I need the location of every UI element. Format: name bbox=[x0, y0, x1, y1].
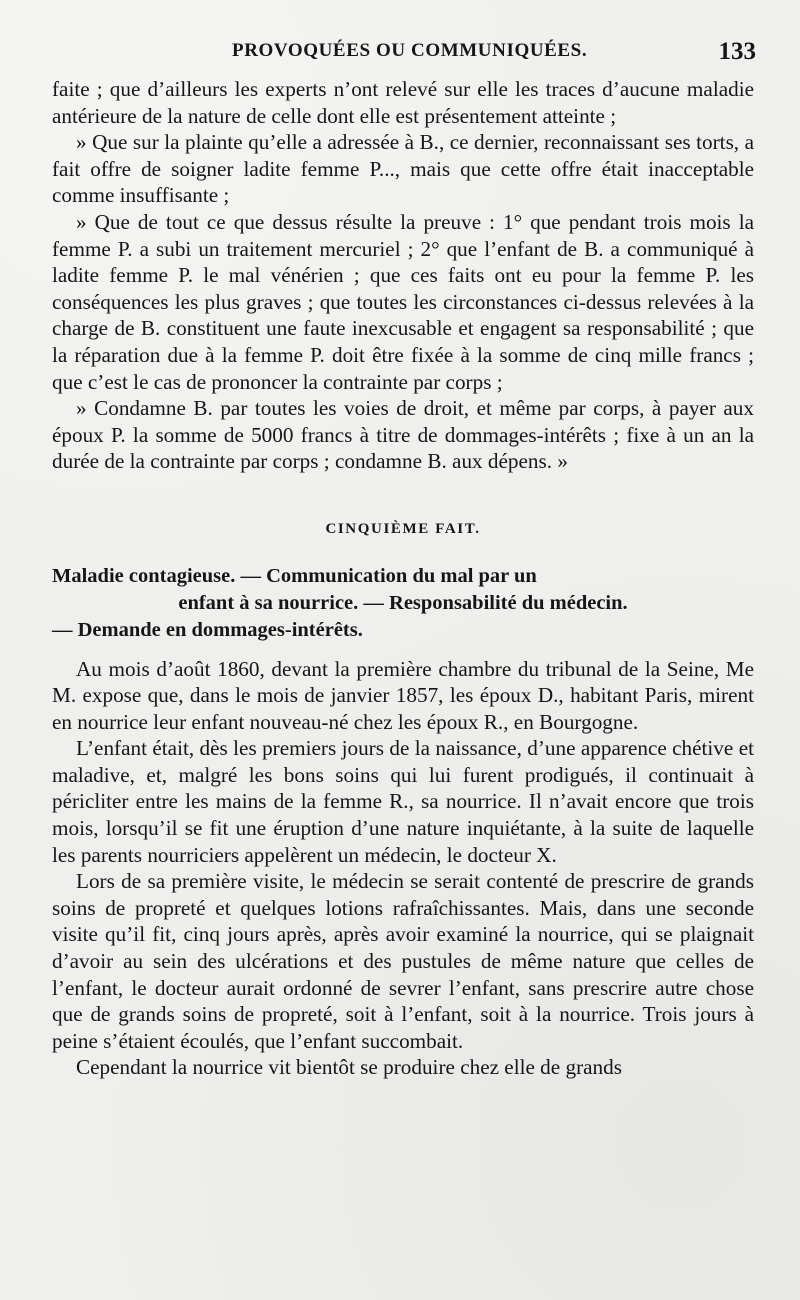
paragraph-expose: Au mois d’août 1860, devant la première chambre du tribunal de la Seine, Me M. expose que, dans le mois de janvier 1857, les époux D., habitant Paris, mirent en nourrice leur enfant nouveau-né chez les époux R., en Bourgogne. bbox=[52, 656, 754, 734]
running-head: PROVOQUÉES OU COMMUNIQUÉES. bbox=[232, 40, 588, 61]
paragraph-enfant: L’enfant était, dès les premiers jours de la naissance, d’une apparence chétive et maladive, et, malgré les bons soins qui lui furent prodigués, il continuait à péricliter entre les mains de la femme R., sa nourrice. Il n’avait encore que trois mois, lorsqu’il se fit une éruption d’une nature inquiétante, à la suite de laquelle les parents nourriciers appelèrent un médecin, le docteur X. bbox=[52, 736, 754, 867]
section-label: CINQUIÈME FAIT. bbox=[325, 520, 481, 537]
paragraph-visite: Lors de sa première visite, le médecin se serait contenté de prescrire de grands soins de propreté et quelques lotions rafraîchissantes. Mais, dans une seconde visite qu’il fit, cinq jours après, après avoir examiné la nourrice, qui se plaignait d’avoir au sein des ulcérations et des pustules de même nature que celles de l’enfant, le docteur aurait ordonné de sevrer l’enfant, sans prescrire autre chose que de grands soins de propreté, soit à l’enfant, soit à la nourrice. Trois jours à peine s’étaient écoulés, que l’enfant succombait. bbox=[52, 869, 754, 1053]
section-heading bbox=[52, 563, 754, 644]
page-header bbox=[52, 40, 756, 72]
heading-line-1: Maladie contagieuse. — Communication du mal par un bbox=[52, 564, 537, 587]
heading-line-2: enfant à sa nourrice. — Responsabilité du médecin. bbox=[178, 591, 628, 614]
paragraph-condamnation: » Condamne B. par toutes les voies de droit, et même par corps, à payer aux époux P. la somme de 5000 francs à titre de dommages-intérêts ; fixe à un an la durée de la contrainte par corps ; condamne B. aux dépens. » bbox=[52, 396, 754, 474]
paragraph-plainte: » Que sur la plainte qu’elle a adressée à B., ce dernier, reconnaissant ses torts, a fait offre de soigner ladite femme P..., mais que cette offre était inacceptable comme insuffisante ; bbox=[52, 130, 754, 208]
page-number: 133 bbox=[718, 38, 756, 65]
paragraph-continuation: faite ; que d’ailleurs les experts n’ont relevé sur elle les traces d’aucune maladie antérieure de la nature de celle dont elle est présentement atteinte ; bbox=[52, 77, 754, 128]
page-body bbox=[52, 76, 754, 1081]
paragraph-preuve: » Que de tout ce que dessus résulte la preuve : 1° que pendant trois mois la femme P. a subi un traitement mercuriel ; 2° que l’enfant de B. a communiqué à ladite femme P. le mal vénérien ; que ces faits ont eu pour la femme P. les conséquences les plus graves ; que toutes les circonstances ci-dessus relevées à la charge de B. constituent une faute inexcusable et engagent sa responsabilité ; que la réparation due à la femme P. doit être fixée à la somme de cinq mille francs ; que c’est le cas de prononcer la contrainte par corps ; bbox=[52, 209, 754, 394]
case-body bbox=[52, 656, 754, 1082]
paragraph-cependant: Cependant la nourrice vit bientôt se produire chez elle de grands bbox=[76, 1055, 622, 1080]
heading-line-3: — Demande en dommages-intérêts. bbox=[52, 618, 363, 641]
